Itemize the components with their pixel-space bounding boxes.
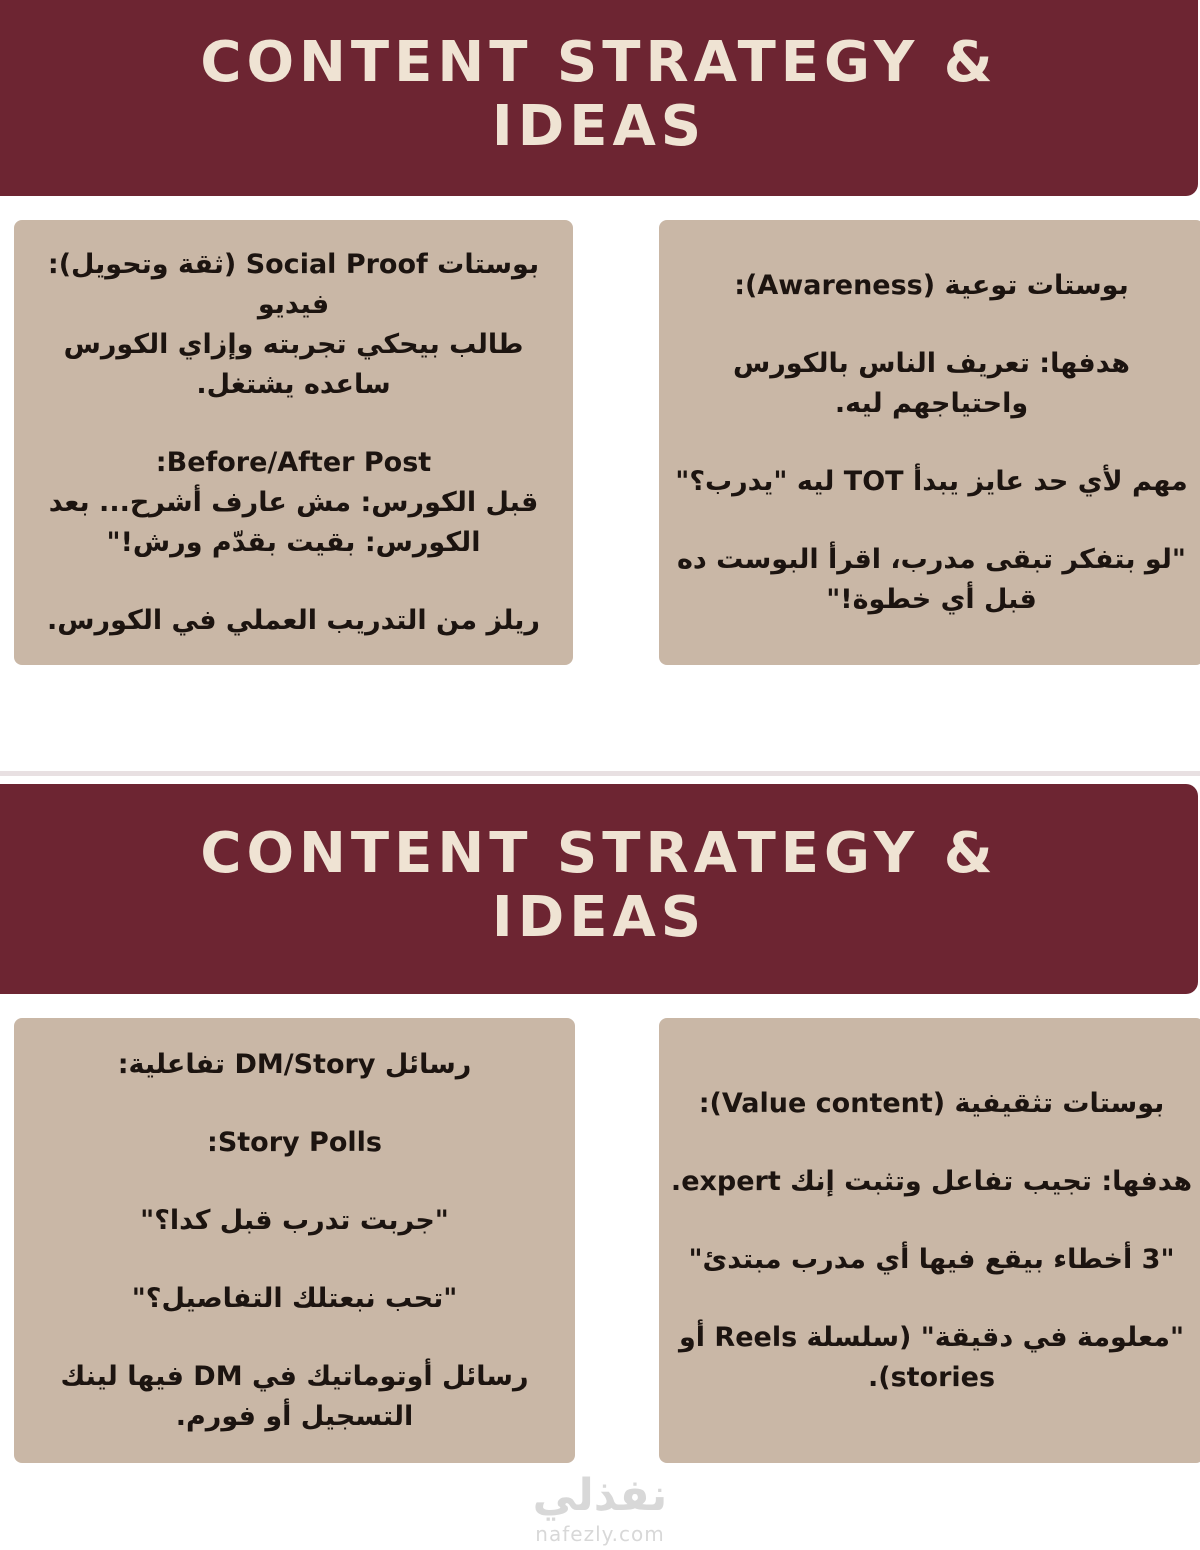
card-line: مهم لأي حد عايز يبدأ TOT ليه "يدرب؟" (675, 465, 1188, 497)
top-header-banner (0, 0, 1198, 196)
card-line: هدفها: تعريف الناس بالكورس واحتياجهم ليه. (732, 347, 1131, 419)
card-line: قبل الكورس: مش عارف أشرح... بعد الكورس: بقيت بقدّم ورش!" (48, 486, 539, 558)
watermark-logo (500, 1470, 700, 1546)
watermark-arabic: نفذلي (532, 1470, 668, 1521)
watermark-latin: nafezly.com (535, 1522, 665, 1546)
card-line: بوستات Social Proof (ثقة وتحويل): (47, 248, 540, 280)
card-line: "لو بتفكر تبقى مدرب، اقرأ البوست ده قبل أي خطوة!" (676, 543, 1187, 615)
card-line: بوستات توعية (Awareness): (734, 269, 1129, 301)
card-spacer (24, 1241, 565, 1279)
card-line: بوستات تثقيفية (Value content): (698, 1087, 1165, 1119)
card-spacer (669, 1202, 1194, 1240)
bottom-header-banner (0, 784, 1198, 994)
card-line: طالب بيحكي تجربته وإزاي الكورس ساعده يشتغل. (63, 328, 524, 400)
card-line: رسائل أوتوماتيك في DM فيها لينك التسجيل أو فورم. (60, 1360, 529, 1432)
card-spacer (669, 306, 1194, 344)
card-spacer (669, 424, 1194, 462)
card-line: Story Polls: (207, 1126, 382, 1158)
card-line: رسائل DM/Story تفاعلية: (117, 1048, 472, 1080)
card-spacer (24, 1163, 565, 1201)
section-divider (0, 771, 1200, 776)
bottom-section-title: CONTENT STRATEGY & IDEAS (200, 821, 998, 950)
social-proof-card (14, 220, 573, 665)
card-line: "معلومة في دقيقة" (سلسلة Reels أو stories). (678, 1321, 1185, 1393)
value-content-card (659, 1018, 1200, 1463)
card-spacer (24, 1085, 565, 1123)
card-spacer (669, 1280, 1194, 1318)
awareness-card (659, 220, 1200, 665)
card-line: "جربت تدرب قبل كدا؟" (140, 1204, 449, 1236)
top-section-title: CONTENT STRATEGY & IDEAS (200, 30, 998, 159)
card-spacer (669, 502, 1194, 540)
card-line: ريلز من التدريب العملي في الكورس. (47, 604, 540, 636)
card-line: Before/After Post: (155, 446, 432, 478)
card-spacer (24, 1319, 565, 1357)
card-line: هدفها: تجيب تفاعل وتثبت إنك expert. (670, 1165, 1193, 1197)
card-spacer (24, 563, 563, 601)
card-spacer (669, 1124, 1194, 1162)
card-line: فيديو (257, 288, 330, 320)
card-line: "3 أخطاء بيقع فيها أي مدرب مبتدئ" (688, 1243, 1175, 1275)
interactive-dm-card (14, 1018, 575, 1463)
card-spacer (24, 405, 563, 443)
card-line: "تحب نبعتلك التفاصيل؟" (131, 1282, 458, 1314)
